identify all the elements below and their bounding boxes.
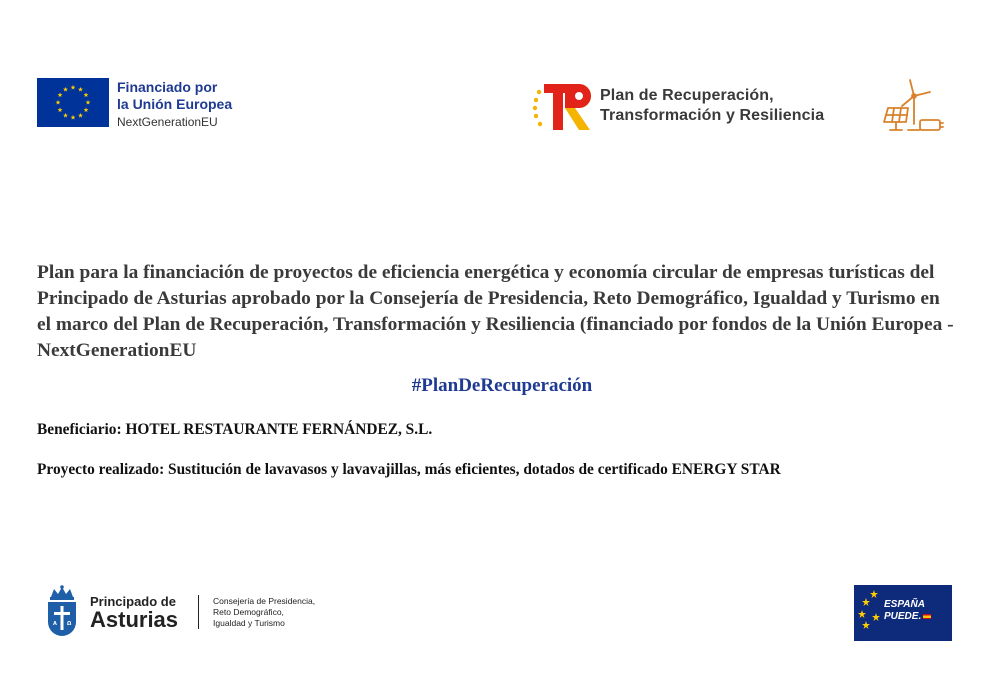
svg-text:A: A (53, 621, 57, 627)
svg-text:Ω: Ω (67, 621, 72, 627)
consejeria-line2: Reto Demográfico, (213, 606, 284, 617)
consejeria-line1: Consejería de Presidencia, (213, 595, 316, 606)
asturias-line1: Principado de (90, 593, 176, 609)
consejeria-line3: Igualdad y Turismo (213, 617, 285, 628)
recovery-plan-text (600, 86, 824, 126)
tr-mark-icon (532, 80, 594, 132)
eu-logo-line2: la Unión Europea (117, 96, 233, 112)
asturias-logo (45, 585, 315, 639)
consejeria-text (213, 596, 315, 629)
asturias-line2: Asturias (90, 606, 179, 632)
espana-line2-text: PUEDE. (884, 611, 922, 622)
recovery-plan-line1: Plan de Recuperación, (600, 87, 774, 104)
hashtag: #PlanDeRecuperación (411, 375, 593, 396)
recovery-plan-logo (532, 80, 824, 132)
eu-logo-line3: NextGenerationEU (117, 115, 218, 129)
eu-logo-text (117, 79, 232, 131)
eu-logo-line1: Financiado por (117, 79, 218, 95)
eu-funding-logo (37, 78, 232, 131)
espana-line2 (884, 611, 931, 623)
wind-solar-icon (880, 78, 946, 138)
espana-line1: ESPAÑA (884, 599, 925, 610)
recovery-plan-line2: Transformación y Resiliencia (600, 107, 825, 124)
document-title: Plan para la financiación de proyectos de eficiencia energética y economía circular de empresas turísticas del Principado de Asturias aprobado por la Consejería de Presidencia, Reto Demográfico, Igualdad y Turismo en el marco del Plan de Recuperación, Transformación y Resiliencia (financiado por fondos de la Unión Europea - NextGenerationEU (37, 262, 954, 361)
asturias-divider (198, 595, 199, 629)
eu-flag-icon (37, 78, 109, 127)
asturias-crest-icon (45, 585, 79, 639)
project-line: Proyecto realizado: Sustitución de lavavasos y lavavajillas, más eficientes, dotados de certificado ENERGY STAR (37, 461, 781, 478)
spain-flag-icon (923, 614, 931, 619)
espana-puede-logo (854, 585, 952, 641)
beneficiary-line: Beneficiario: HOTEL RESTAURANTE FERNÁNDEZ, S.L. (37, 421, 433, 438)
asturias-name (90, 594, 178, 631)
espana-puede-text (884, 599, 931, 623)
